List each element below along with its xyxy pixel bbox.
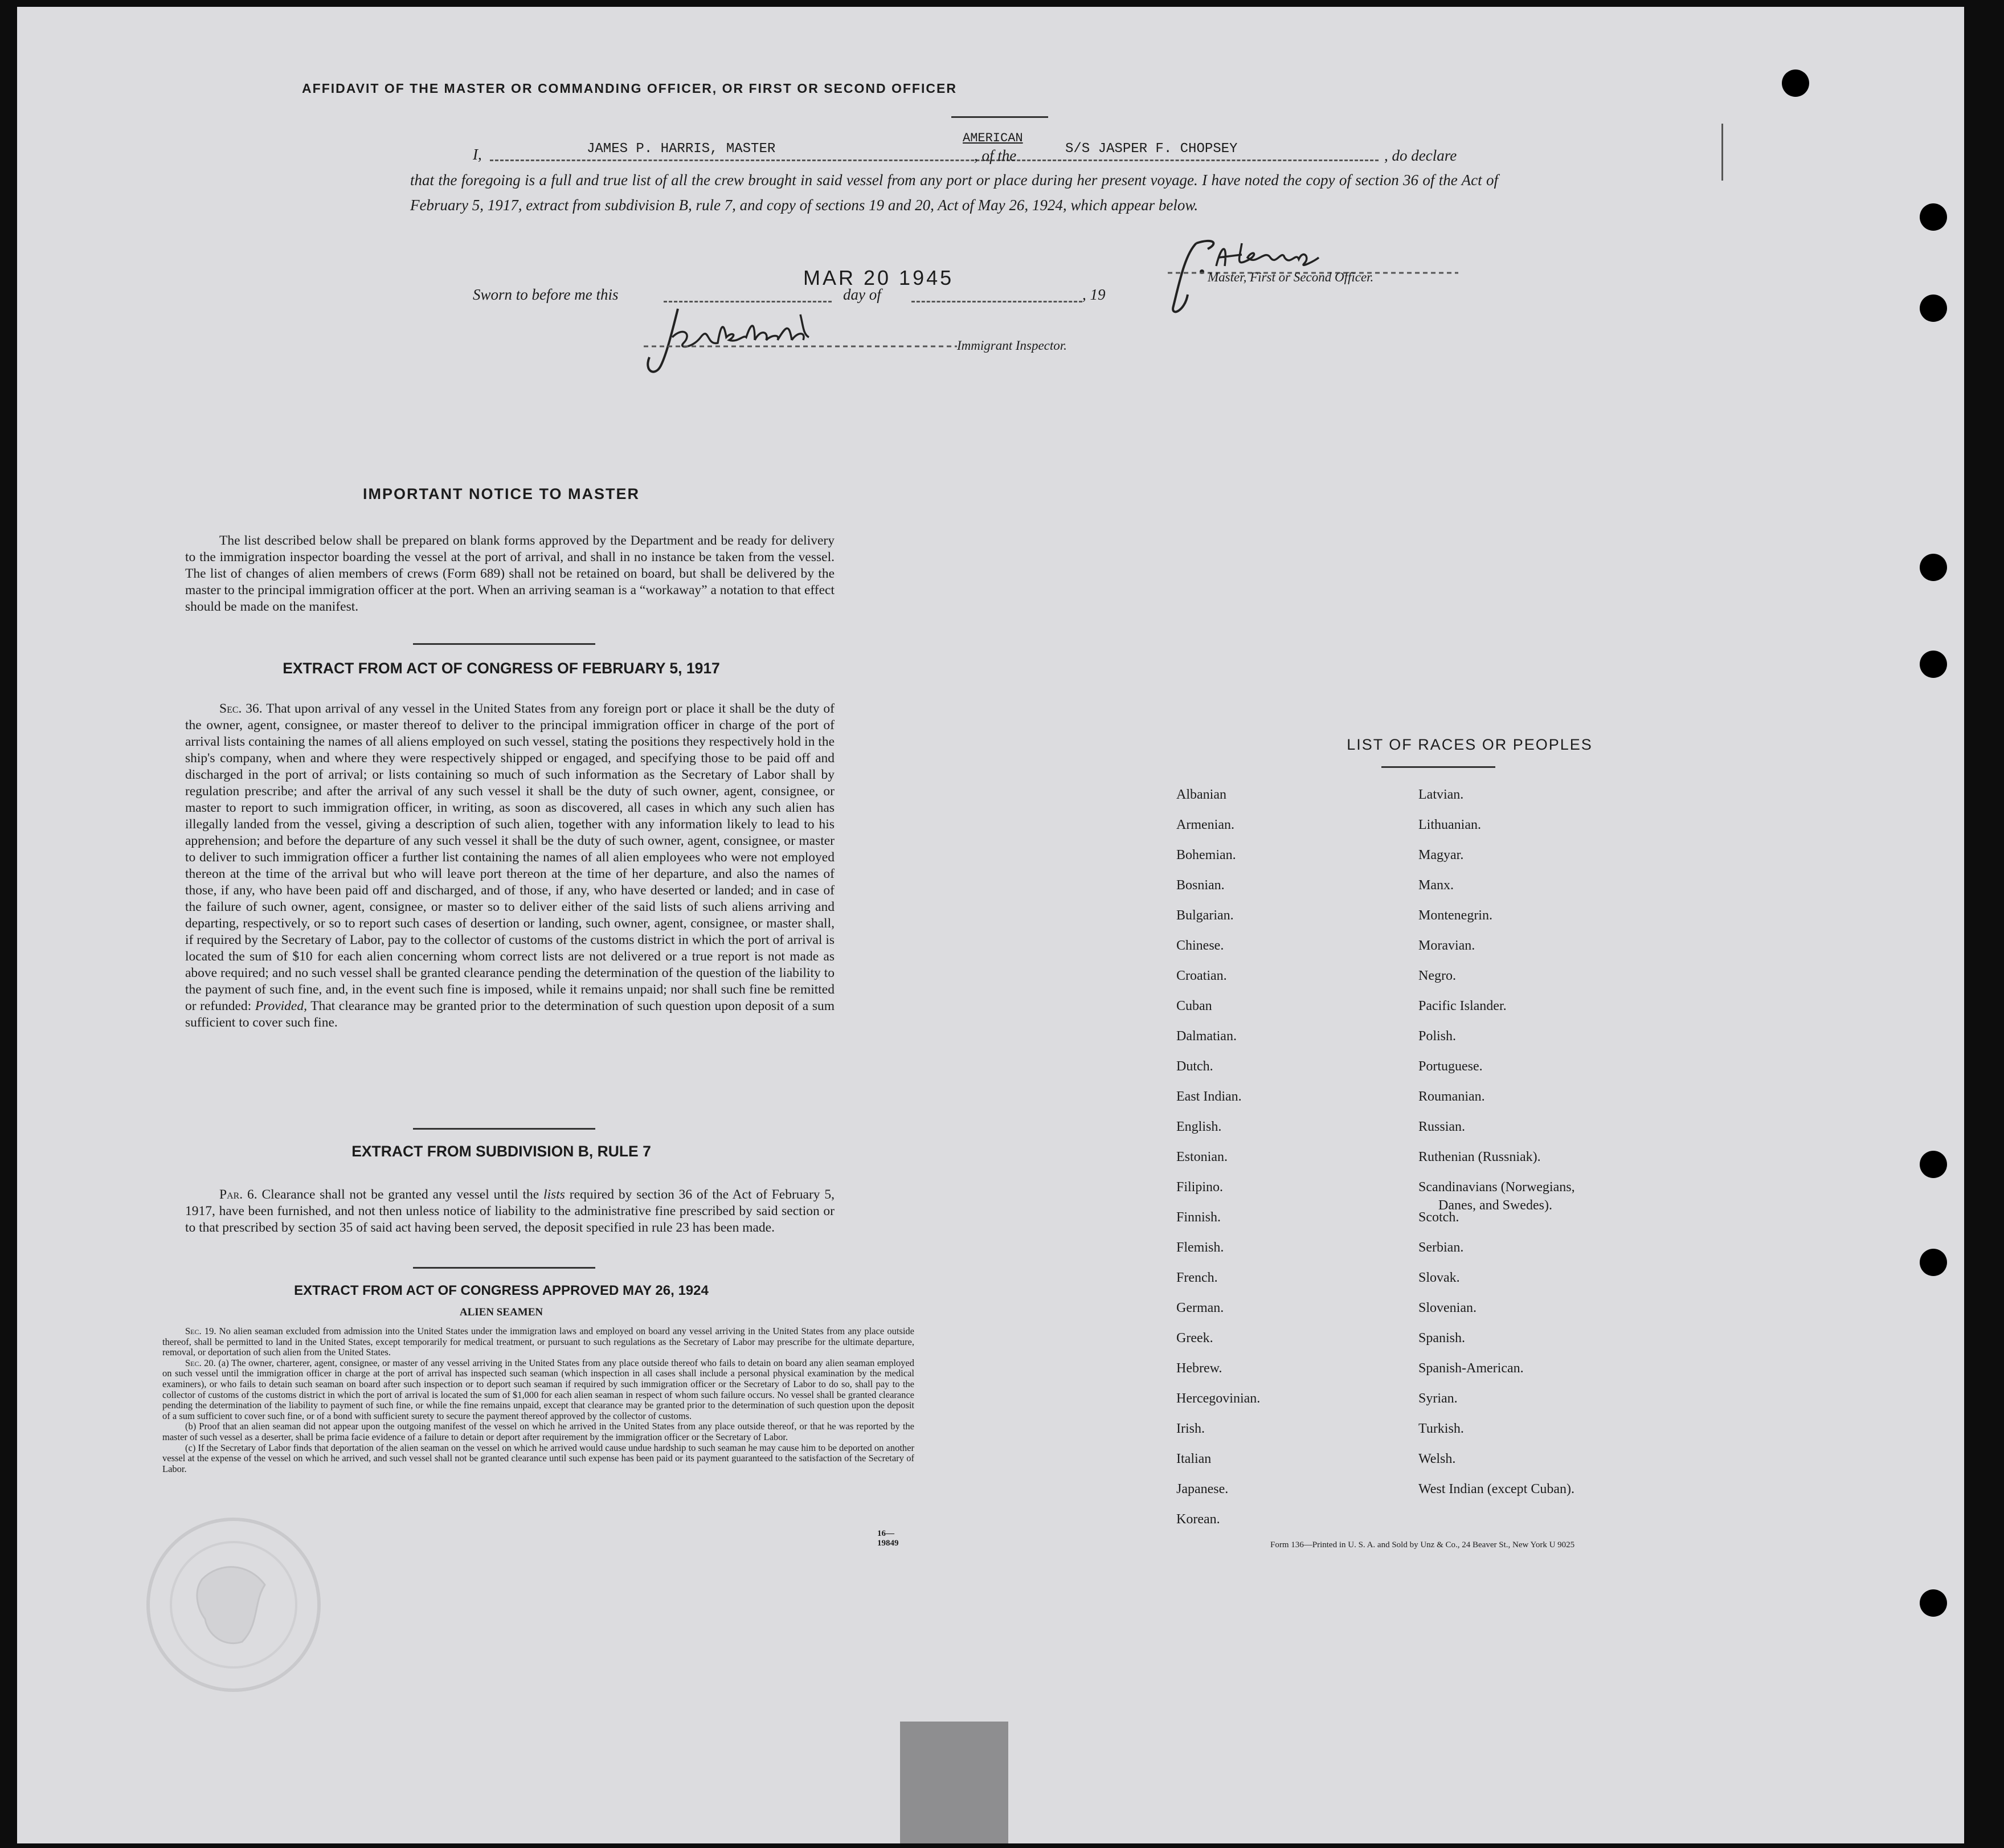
race-item: Lithuanian.: [1418, 817, 1481, 832]
race-item: Syrian.: [1418, 1391, 1458, 1406]
punch-hole: [1920, 1249, 1947, 1276]
punch-hole: [1782, 69, 1809, 97]
race-item: Serbian.: [1418, 1240, 1464, 1255]
race-item: Magyar.: [1418, 848, 1464, 862]
race-item: Flemish.: [1176, 1240, 1224, 1255]
race-item: Bulgarian.: [1176, 908, 1234, 923]
extract-1917-title: EXTRACT FROM ACT OF CONGRESS OF FEBRUARY 5, 1917: [283, 660, 720, 677]
race-item: Ruthenian (Russniak).: [1418, 1150, 1541, 1164]
race-item: Dalmatian.: [1176, 1029, 1237, 1044]
race-item: English.: [1176, 1119, 1222, 1134]
extract-rule7-title: EXTRACT FROM SUBDIVISION B, RULE 7: [351, 1143, 651, 1160]
par-6-text-end: required by section 36 of the Act of February 5, 1917, have been furnished, and not then unless notice of liability to the administrative fine prescribed by said section or to that prescribed by section 35 of said act having been served, the deposit specified in rule 23 has been made.: [185, 1187, 835, 1235]
extract-1924-body: [162, 1326, 914, 1474]
race-item: Scotch.: [1418, 1210, 1459, 1225]
race-item: Scandinavians (Norwegians,: [1418, 1180, 1575, 1195]
race-item: Bosnian.: [1176, 878, 1225, 893]
race-item: Chinese.: [1176, 938, 1224, 953]
race-item: East Indian.: [1176, 1089, 1242, 1104]
inspector-signature-drawing: [638, 303, 957, 377]
embossed-seal: [140, 1511, 328, 1699]
race-item: Dutch.: [1176, 1059, 1213, 1074]
race-item: Finnish.: [1176, 1210, 1221, 1225]
race-item: French.: [1176, 1270, 1218, 1285]
sec-20c: (c) If the Secretary of Labor finds that deportation of the alien seaman on the vessel on which he arrived would cause undue hardship to such seaman he may cause him to be deported on another vessel at the expense of the vessel on which he arrived, and such vessel shall not be granted clearance until such expense has been paid or its payment guaranteed to the satisfaction of the Secretary of Labor.: [162, 1442, 914, 1474]
extract-1917-body: [185, 701, 835, 1031]
race-item: Danes, and Swedes).: [1438, 1198, 1552, 1213]
race-item: German.: [1176, 1301, 1224, 1315]
punch-hole: [1920, 651, 1947, 678]
race-item: Slovenian.: [1418, 1301, 1477, 1315]
master-caption: Master, First or Second Officer.: [1208, 270, 1374, 284]
do-declare-text: , do declare: [1384, 147, 1457, 164]
race-item: Italian: [1176, 1452, 1212, 1466]
date-stamp: MAR 20 1945: [803, 266, 954, 289]
sec-36-text: That upon arrival of any vessel in the United States from any foreign port or place it shall be the duty of the owner, agent, consignee, or master thereof to deliver to the principal immigration officer in charge of the port of arrival lists containing the names of all aliens employed on such vessel, stating the positions they respectively hold in the ship's company, when and where they were respectively shipped or engaged, and specifying those to be paid off and discharged in the port of arrival; or lists containing so much of such information as the Secretary of Labor shall by regulation prescribe; and after the arrival of any such vessel it shall be the duty of such owner, agent, consignee, or master to report to such immigration officer, in writing, as soon as discovered, all cases in which any such alien has illegally landed from the vessel, giving a description of such alien, together with any information likely to lead to his apprehension; and before the departure of any such vessel it shall be the duty of such owner, agent, consignee, or master to deliver to such immigration officer a further list containing the names of all alien employees who were not employed thereon at the time of the arrival but who will leave port thereon at the time of her departure, and also the names of those, if any, who have been paid off and discharged, and of those, if any, who have deserted or landed; and in case of the failure of such owner, agent, consignee, or master so to deliver either of the said lists of such aliens arriving and departing, respectively, or so to report such cases of desertion or landing, such owner, agent, consignee, or master shall, if required by the Secretary of Labor, pay to the collector of customs of the customs district in which the port of arrival is located the sum of $10 for each alien concerning whom correct lists are not delivered or a true report is not made as above required; and no such vessel shall be granted clearance pending the determination of the question of the liability to the payment of such fine, and, in the event such fine is imposed, while it remains unpaid; nor shall such fine be remitted or refunded:: [185, 701, 835, 1013]
year-prefix: , 19: [1082, 286, 1106, 303]
races-title: LIST OF RACES OR PEOPLES: [1347, 736, 1593, 753]
declarant-prefix: I,: [473, 146, 482, 163]
punch-hole: [1920, 554, 1947, 581]
extract-rule7-body: [185, 1187, 835, 1236]
race-item: Bohemian.: [1176, 848, 1236, 862]
declaration-text: that the foregoing is a full and true list of all the crew brought in said vessel from any port or place during her present voyage. I have noted the copy of section 36 of the Act of February 5, 1917, extract from subdivision B, rule 7, and copy of sections 19 and 20, Act of May 26, 1924, which appear below.: [410, 171, 1498, 214]
sec-20-label: Sec. 20.: [185, 1357, 216, 1368]
race-item: Welsh.: [1418, 1452, 1456, 1466]
extract-1924-title: EXTRACT FROM ACT OF CONGRESS APPROVED MAY 26, 1924: [294, 1283, 709, 1298]
alien-seamen-subtitle: ALIEN SEAMEN: [459, 1306, 543, 1318]
race-item: Russian.: [1418, 1119, 1466, 1134]
declarant-name: JAMES P. HARRIS, MASTER: [587, 141, 776, 157]
notice-body: The list described below shall be prepared on blank forms approved by the Department and be ready for delivery to the immigration inspector boarding the vessel at the port of arrival, and shall in no instance be taken from the vessel. The list of changes of alien members of crews (Form 689) shall not be retained on board, but shall be delivered by the master to the principal immigration officer at the port. When an arriving seaman is a “workaway” a notation to that effect should be made on the manifest.: [185, 533, 835, 614]
race-item: Cuban: [1176, 999, 1212, 1013]
manifest-page: [17, 7, 1964, 1843]
race-item: Latvian.: [1418, 787, 1464, 802]
of-the-text: , of the: [974, 147, 1017, 164]
race-item: Negro.: [1418, 968, 1456, 983]
race-item: Filipino.: [1176, 1180, 1224, 1195]
sec-36-text-end: That clearance may be granted prior to the determination of such question upon deposit of a sum sufficient to cover such fine.: [185, 999, 835, 1030]
race-item: Croatian.: [1176, 968, 1227, 983]
par-6-text: Clearance shall not be granted any vessel until the: [261, 1187, 539, 1202]
race-item: Manx.: [1418, 878, 1454, 893]
race-item: Montenegrin.: [1418, 908, 1492, 923]
race-item: Korean.: [1176, 1512, 1220, 1527]
race-item: Armenian.: [1176, 817, 1234, 832]
divider-rule: [413, 1128, 595, 1130]
race-item: Turkish.: [1418, 1421, 1464, 1436]
race-item: Slovak.: [1418, 1270, 1460, 1285]
declaration-line: [473, 131, 1498, 167]
race-item: Moravian.: [1418, 938, 1475, 953]
lists-word: lists: [543, 1187, 565, 1202]
sec-19-label: Sec. 19.: [185, 1326, 216, 1336]
race-item: West Indian (except Cuban).: [1418, 1482, 1574, 1497]
margin-mark: [1721, 124, 1723, 181]
race-item: Hebrew.: [1176, 1361, 1222, 1376]
punch-hole: [1920, 295, 1947, 322]
vessel-nationality: AMERICAN: [963, 131, 1023, 145]
sec-20b: (b) Proof that an alien seaman did not appear upon the outgoing manifest of the vessel on which he arrived in the United States from any place outside thereof, or that he was reported by the master of such vessel as a deserter, shall be prima facie evidence of a failure to detain or deport after requirement by the immigration officer or the Secretary of Labor.: [162, 1421, 914, 1442]
race-item: Portuguese.: [1418, 1059, 1483, 1074]
race-item: Roumanian.: [1418, 1089, 1485, 1104]
race-item: Albanian: [1176, 787, 1226, 802]
sec-20a: [162, 1358, 914, 1422]
day-of-text: day of: [843, 286, 881, 303]
race-item: Japanese.: [1176, 1482, 1229, 1497]
inspector-caption: Immigrant Inspector.: [957, 338, 1067, 353]
scan-tab: [900, 1722, 1008, 1843]
race-item: Pacific Islander.: [1418, 999, 1507, 1013]
sec-19: [162, 1326, 914, 1358]
vessel-dotted-line: [1042, 160, 1379, 161]
race-item: Hercegovinian.: [1176, 1391, 1261, 1406]
punch-hole: [1920, 1589, 1947, 1617]
race-item: Estonian.: [1176, 1150, 1228, 1164]
race-item: Spanish.: [1418, 1331, 1466, 1346]
punch-hole: [1920, 203, 1947, 231]
title-rule: [951, 116, 1048, 118]
affidavit-title: AFFIDAVIT OF THE MASTER OR COMMANDING OFFICER, OR FIRST OR SECOND OFFICER: [302, 81, 957, 96]
punch-hole: [1920, 1151, 1947, 1178]
notice-title: IMPORTANT NOTICE TO MASTER: [363, 485, 640, 502]
race-item: Polish.: [1418, 1029, 1457, 1044]
par-6-label: Par. 6.: [219, 1187, 257, 1202]
divider-rule: [413, 1267, 595, 1269]
form-printer-note: Form 136—Printed in U. S. A. and Sold by Unz & Co., 24 Beaver St., New York U 9025: [1270, 1540, 1575, 1549]
vessel-name: S/S JASPER F. CHOPSEY: [1065, 141, 1238, 157]
sec-36-label: Sec. 36.: [219, 701, 263, 716]
sworn-prefix: Sworn to before me this: [473, 286, 619, 303]
divider-rule: [413, 643, 595, 645]
races-rule: [1381, 766, 1495, 768]
month-dotted-line: [911, 301, 1082, 302]
inspector-signature: [638, 303, 957, 377]
sec-19-text: No alien seaman excluded from admission into the United States under the immigration laws and employed on board any vessel arriving in the United States from any place outside thereof, shall be permitted to land in the United States, except temporarily for medical treatment, or pursuant to such regulations as the Secretary of Labor may prescribe for the ultimate departure, removal, or deportation of such alien from the United States.: [162, 1326, 914, 1358]
provided-word: Provided,: [255, 999, 307, 1013]
sec-20a-text: (a) The owner, charterer, agent, consignee, or master of any vessel arriving in the United States from any place outside thereof who fails to detain on board any alien seaman employed on such vessel until the immigration officer in charge at the port of arrival has inspected such seaman (which inspection in all cases shall include a personal physical examination by the medical examiners), or who fails to detain such seaman on board after such inspection or to deport such seaman if required by such immigration officer or the Secretary of Labor to do so, shall pay to the collector of customs of the customs district in which the port of arrival is located the sum of $1,000 for each alien seaman in respect of whom such failure occurs. No vessel shall be granted clearance pending the determination of the liability to payment of such fine, or while the fine remains unpaid, except that clearance may be granted prior to the determination of such question upon the deposit of a sum sufficient to cover such fine, or of a bond with sufficient surety to secure the payment thereof approved by the collector of customs.: [162, 1357, 915, 1421]
seal-drawing: [140, 1511, 328, 1699]
race-item: Greek.: [1176, 1331, 1213, 1346]
form-code: 16—19849: [877, 1529, 899, 1548]
day-dotted-line: [664, 301, 832, 302]
race-item: Spanish-American.: [1418, 1361, 1524, 1376]
race-item: Irish.: [1176, 1421, 1205, 1436]
